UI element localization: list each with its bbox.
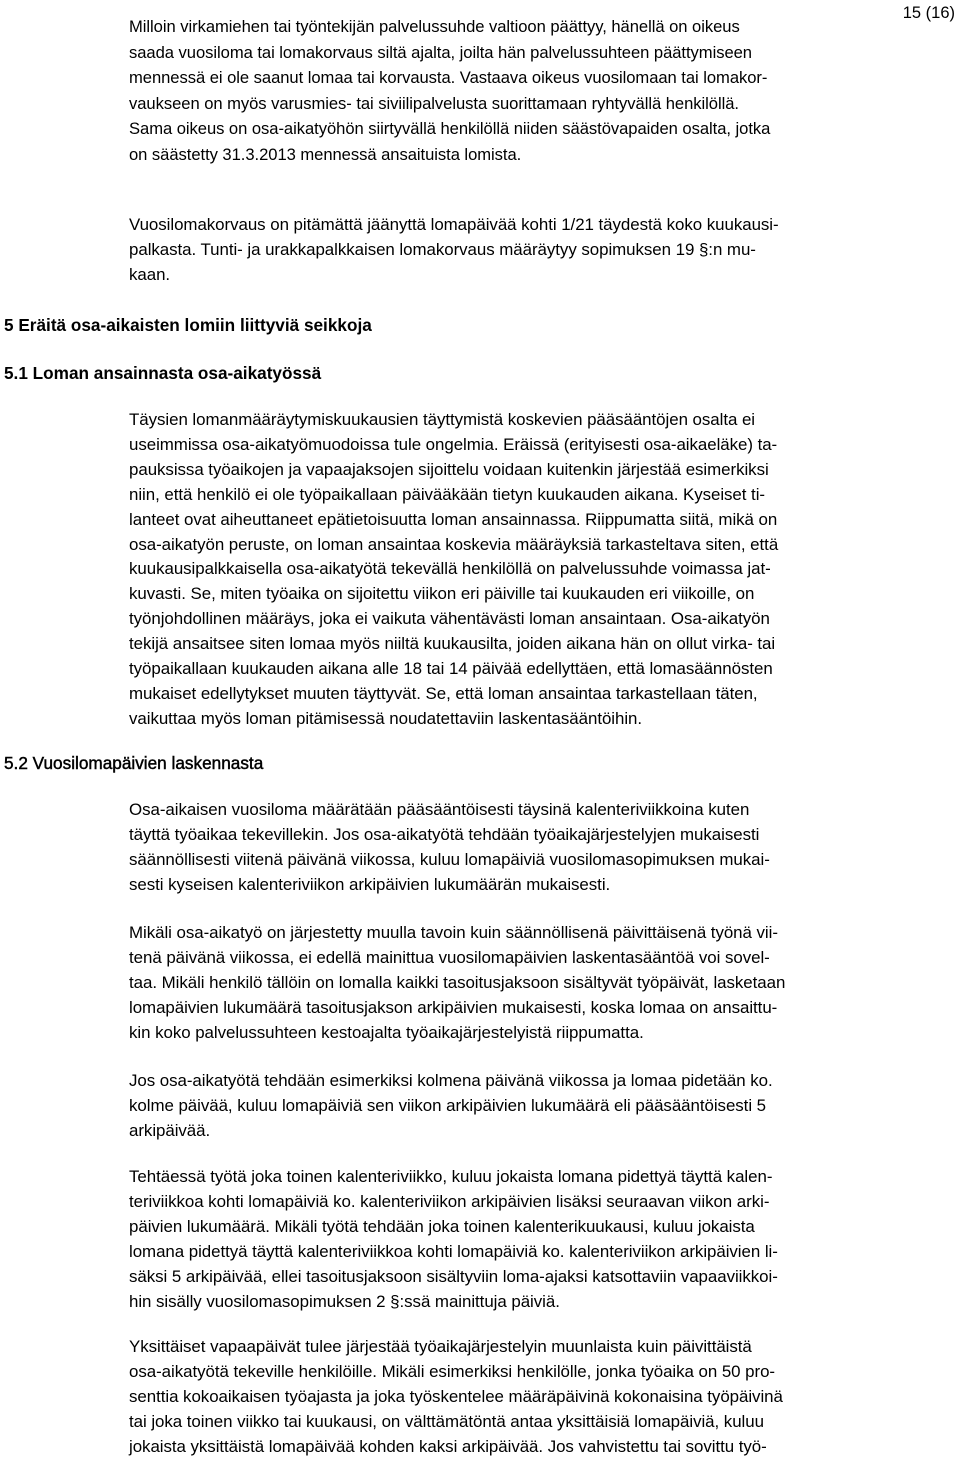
text-line: saada vuosiloma tai lomakorvaus siltä ajalta, joilta hän palvelussuhteen päättymiseen [129,42,752,62]
text-line: säksi 5 arkipäivää, ellei tasoitusjaksoon sisältyviin loma-ajaksi katsottaviin vapaaviikkoi- [129,1266,778,1286]
text-line: hin sisälly vuosilomasopimuksen 2 §:ssä mainittuja päiviä. [129,1291,560,1311]
text-line: työpaikallaan kuukauden aikana alle 18 tai 14 päivää edellyttäen, että lomasäännösten [129,659,773,679]
text-line: Vuosilomakorvaus on pitämättä jäänyttä lomapäivää kohti 1/21 täydestä koko kuukausi- [129,215,779,234]
text-line: päivien lukumäärä. Mikäli työtä tehdään joka toinen kalenterikuukausi, kuluu jokaista [129,1216,755,1236]
paragraph-three-day-example [129,1069,957,1144]
text-line: on säästetty 31.3.2013 mennessä ansaituista lomista. [129,144,522,164]
text-line: sesti kyseisen kalenteriviikon arkipäivien lukumäärän mukaisesti. [129,874,611,894]
text-line: Yksittäiset vapaapäivät tulee järjestää työaikajärjestelyin muunlaista kuin päivittäistä [129,1337,752,1356]
text-line: Tehtäessä työtä joka toinen kalenteriviikko, kuluu jokaista lomana pidettyä täyttä kalen- [129,1167,773,1186]
text-line: pauksissa työaikojen ja vapaajaksojen sijoittelu voidaan kuitenkin järjestää esimerkiksi [129,459,769,479]
paragraph-other-arrangements [129,921,957,1046]
text-line: jokaista yksittäistä lomapäivää kohden kaksi arkipäivää. Jos vahvistettu tai sovittu työ- [129,1436,767,1456]
text-line: osa-aikatyön peruste, on loman ansaintaa koskevia määräyksiä tarkasteltava siten, että [129,534,779,554]
text-line: senttia kokoaikaisen työajasta ja joka työskentelee määräpäivinä kokonaisina työpäivinä [129,1386,783,1406]
text-line: lomapäivien lukumäärä tasoitusjakson arkipäivien mukaisesti, koska lomaa on ansaittu- [129,997,778,1017]
text-line: työnjohdollinen määräys, joka ei vaikuta vähentävästi loman ansaintaan. Osa-aikatyön [129,609,770,629]
text-line: Sama oikeus on osa-aikatyöhön siirtyvällä henkilöllä niiden säästövapaiden osalta, jotka [129,119,771,139]
text-line: Mikäli osa-aikatyö on järjestetty muulla tavoin kuin säännöllisenä päivittäisenä työnä vii- [129,923,778,942]
paragraph-termination-compensation [129,14,957,168]
text-line: vaukseen on myös varusmies- tai siviilipalvelusta suorittamaan ryhtyvällä henkilöllä. [129,93,739,113]
page-number: 15 (16) [902,4,955,22]
text-line: tai joka toinen viikko tai kuukausi, on välttämätöntä antaa yksittäisiä lomapäiviä, kuluu [129,1411,764,1431]
text-line: mennessä ei ole saanut lomaa tai korvausta. Vastaava oikeus vuosilomaan tai lomakor- [129,68,768,88]
text-line: kuukausipalkkaisella osa-aikatyötä tekevällä henkilöllä on palvelussuhde voimassa jat- [129,559,771,579]
section-heading-5-1: 5.1 Loman ansainnasta osa-aikatyössä [4,363,322,383]
paragraph-earning-in-part-time [129,408,957,732]
text-line: tekijä ansaitsee siten lomaa myös niiltä kuukausilta, joiden aikana hän on ollut virka- tai [129,634,776,654]
text-line: kuvasti. Se, miten työaika on sijoitettu viikon eri päiville tai kuukauden eri viikoille, on [129,584,755,604]
text-line: säännöllisesti viitenä päivänä viikossa, kuluu lomapäiviä vuosilomasopimuksen mukai- [129,849,770,869]
text-line: lanteet ovat aiheuttaneet epätietoisuutta loman ansainnassa. Riippumatta siitä, mikä on [129,509,778,529]
paragraph-full-calendar-weeks [129,798,957,898]
text-line: kolme päivää, kuluu lomapäiviä sen viikon arkipäivien lukumäärä eli pääsääntöisesti 5 [129,1095,767,1115]
text-line: täyttä työaikaa tekevillekin. Jos osa-aikatyötä tehdään työaikajärjestelyjen mukaisesti [129,824,760,844]
text-line: palkasta. Tunti- ja urakkapalkkaisen lomakorvaus määräytyy sopimuksen 19 §:n mu- [129,239,756,259]
text-line: mukaiset edellytykset muuten täyttyvät. Se, että loman ansaintaa tarkastellaan täten, [129,683,758,703]
text-line: kin koko palvelussuhteen kestoajalta työaikajärjestelyistä riippumatta. [129,1022,644,1042]
text-line: Osa-aikaisen vuosiloma määrätään pääsääntöisesti täysinä kalenteriviikkoina kuten [129,800,750,819]
section-heading-5: 5 Eräitä osa-aikaisten lomiin liittyviä seikkoja [4,315,372,335]
text-line: lomana pidettyä täyttä kalenteriviikkoa kohti lomapäiviä ko. kalenteriviikon arkipäivien li- [129,1241,778,1261]
text-line: teriviikkoa kohti lomapäiviä ko. kalenteriviikon arkipäivien lisäksi seuraavan viikon arki- [129,1191,770,1211]
paragraph-alternate-weeks [129,1165,957,1314]
text-line: Jos osa-aikatyötä tehdään esimerkiksi kolmena päivänä viikossa ja lomaa pidetään ko. [129,1071,773,1090]
paragraph-single-days-off [129,1335,957,1460]
text-line: useimmissa osa-aikatyömuodoissa tule ongelmia. Eräissä (erityisesti osa-aikaeläke) ta- [129,434,778,454]
text-line: osa-aikatyötä tekeville henkilöille. Mikäli esimerkiksi henkilölle, jonka työaika on 50 pro- [129,1361,775,1381]
text-line: Milloin virkamiehen tai työntekijän palvelussuhde valtioon päättyy, hänellä on oikeus [129,17,740,36]
section-heading-5-2: 5.2 Vuosilomapäivien laskennasta [4,753,264,773]
text-line: arkipäivää. [129,1120,211,1140]
text-line: kaan. [129,264,171,284]
text-line: Täysien lomanmääräytymiskuukausien täyttymistä koskevien pääsääntöjen osalta ei [129,410,756,429]
paragraph-holiday-compensation-rate [129,213,957,288]
text-line: vaikuttaa myös loman pitämisessä noudatettaviin laskentasääntöihin. [129,708,643,728]
text-line: niin, että henkilö ei ole työpaikallaan päivääkään tietyn kuukauden aikana. Kyseiset ti- [129,484,765,504]
text-line: tenä päivänä viikossa, ei edellä mainittua vuosilomapäivien laskentasääntöä voi sovel- [129,947,770,967]
text-line: taa. Mikäli henkilö tällöin on lomalla kaikki tasoitusjaksoon sisältyvät työpäivät, lasketaan [129,972,786,992]
